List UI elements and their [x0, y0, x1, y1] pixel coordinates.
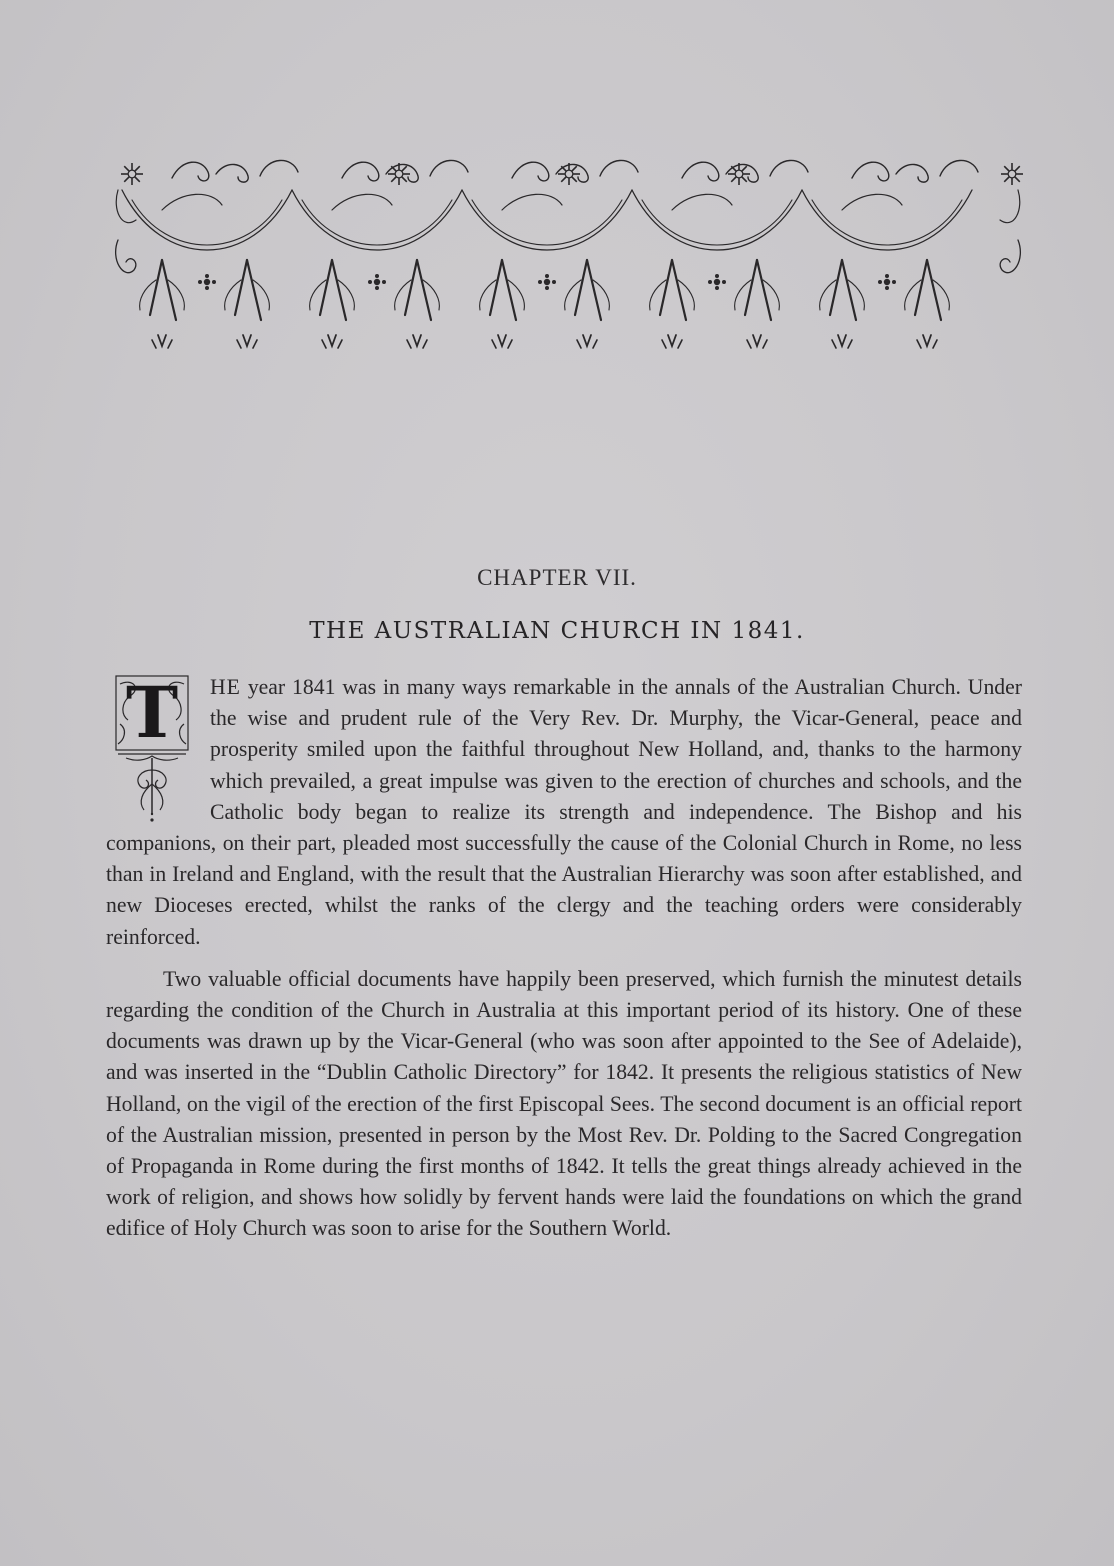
floral-garland-ornament-icon: [112, 150, 1024, 365]
chapter-title: THE AUSTRALIAN CHURCH IN 1841.: [309, 618, 805, 644]
paragraph-1-text: year 1841 was in many ways remarkable in the annals of the Australian Church. Under the wise and prudent rule of the Very Rev. Dr. Murphy, the Vicar-General, peace and prosperity smiled upon the faithful throughout New Holland, and, thanks to the harmony which prevailed, a great impulse was given to the erection of churches and schools, and the Catholic body began to realize its strength and independence. The Bishop and his companions, on their part, pleaded most successfully the cause of the Colonial Church in Rome, no less than in Ireland and England, with the result that the Australian Hierarchy was soon after established, and new Dioceses erected, whilst the ranks of the clergy and the teaching orders were considerably reinforced.: [106, 675, 1022, 949]
paragraph-1: [106, 672, 1022, 953]
paragraph-2: Two valuable official documents have happily been preserved, which furnish the minutest details regarding the condition of the Church in Australia at this important period of its history. One of these documents was drawn up by the Vicar-General (who was soon after appointed to the See of Adelaide), and was inserted in the “Dublin Catholic Directory” for 1842. It presents the religious statistics of New Holland, on the vigil of the erection of the first Episcopal Sees. The second document is an official report of the Australian mission, presented in person by the Most Rev. Dr. Polding to the Sacred Congregation of Propaganda in Rome during the first months of 1842. It tells the great things already achieved in the work of religion, and shows how solidly by fervent hands were laid the foundations on which the grand edifice of Holy Church was soon to arise for the Southern World.: [106, 966, 1022, 1241]
drop-cap-letter: T: [125, 671, 179, 754]
chapter-heading: CHAPTER VII.: [477, 565, 637, 590]
ornamental-drop-cap-icon: [112, 671, 192, 826]
first-word-rest: HE: [210, 675, 241, 699]
body-text: [106, 672, 1022, 1245]
